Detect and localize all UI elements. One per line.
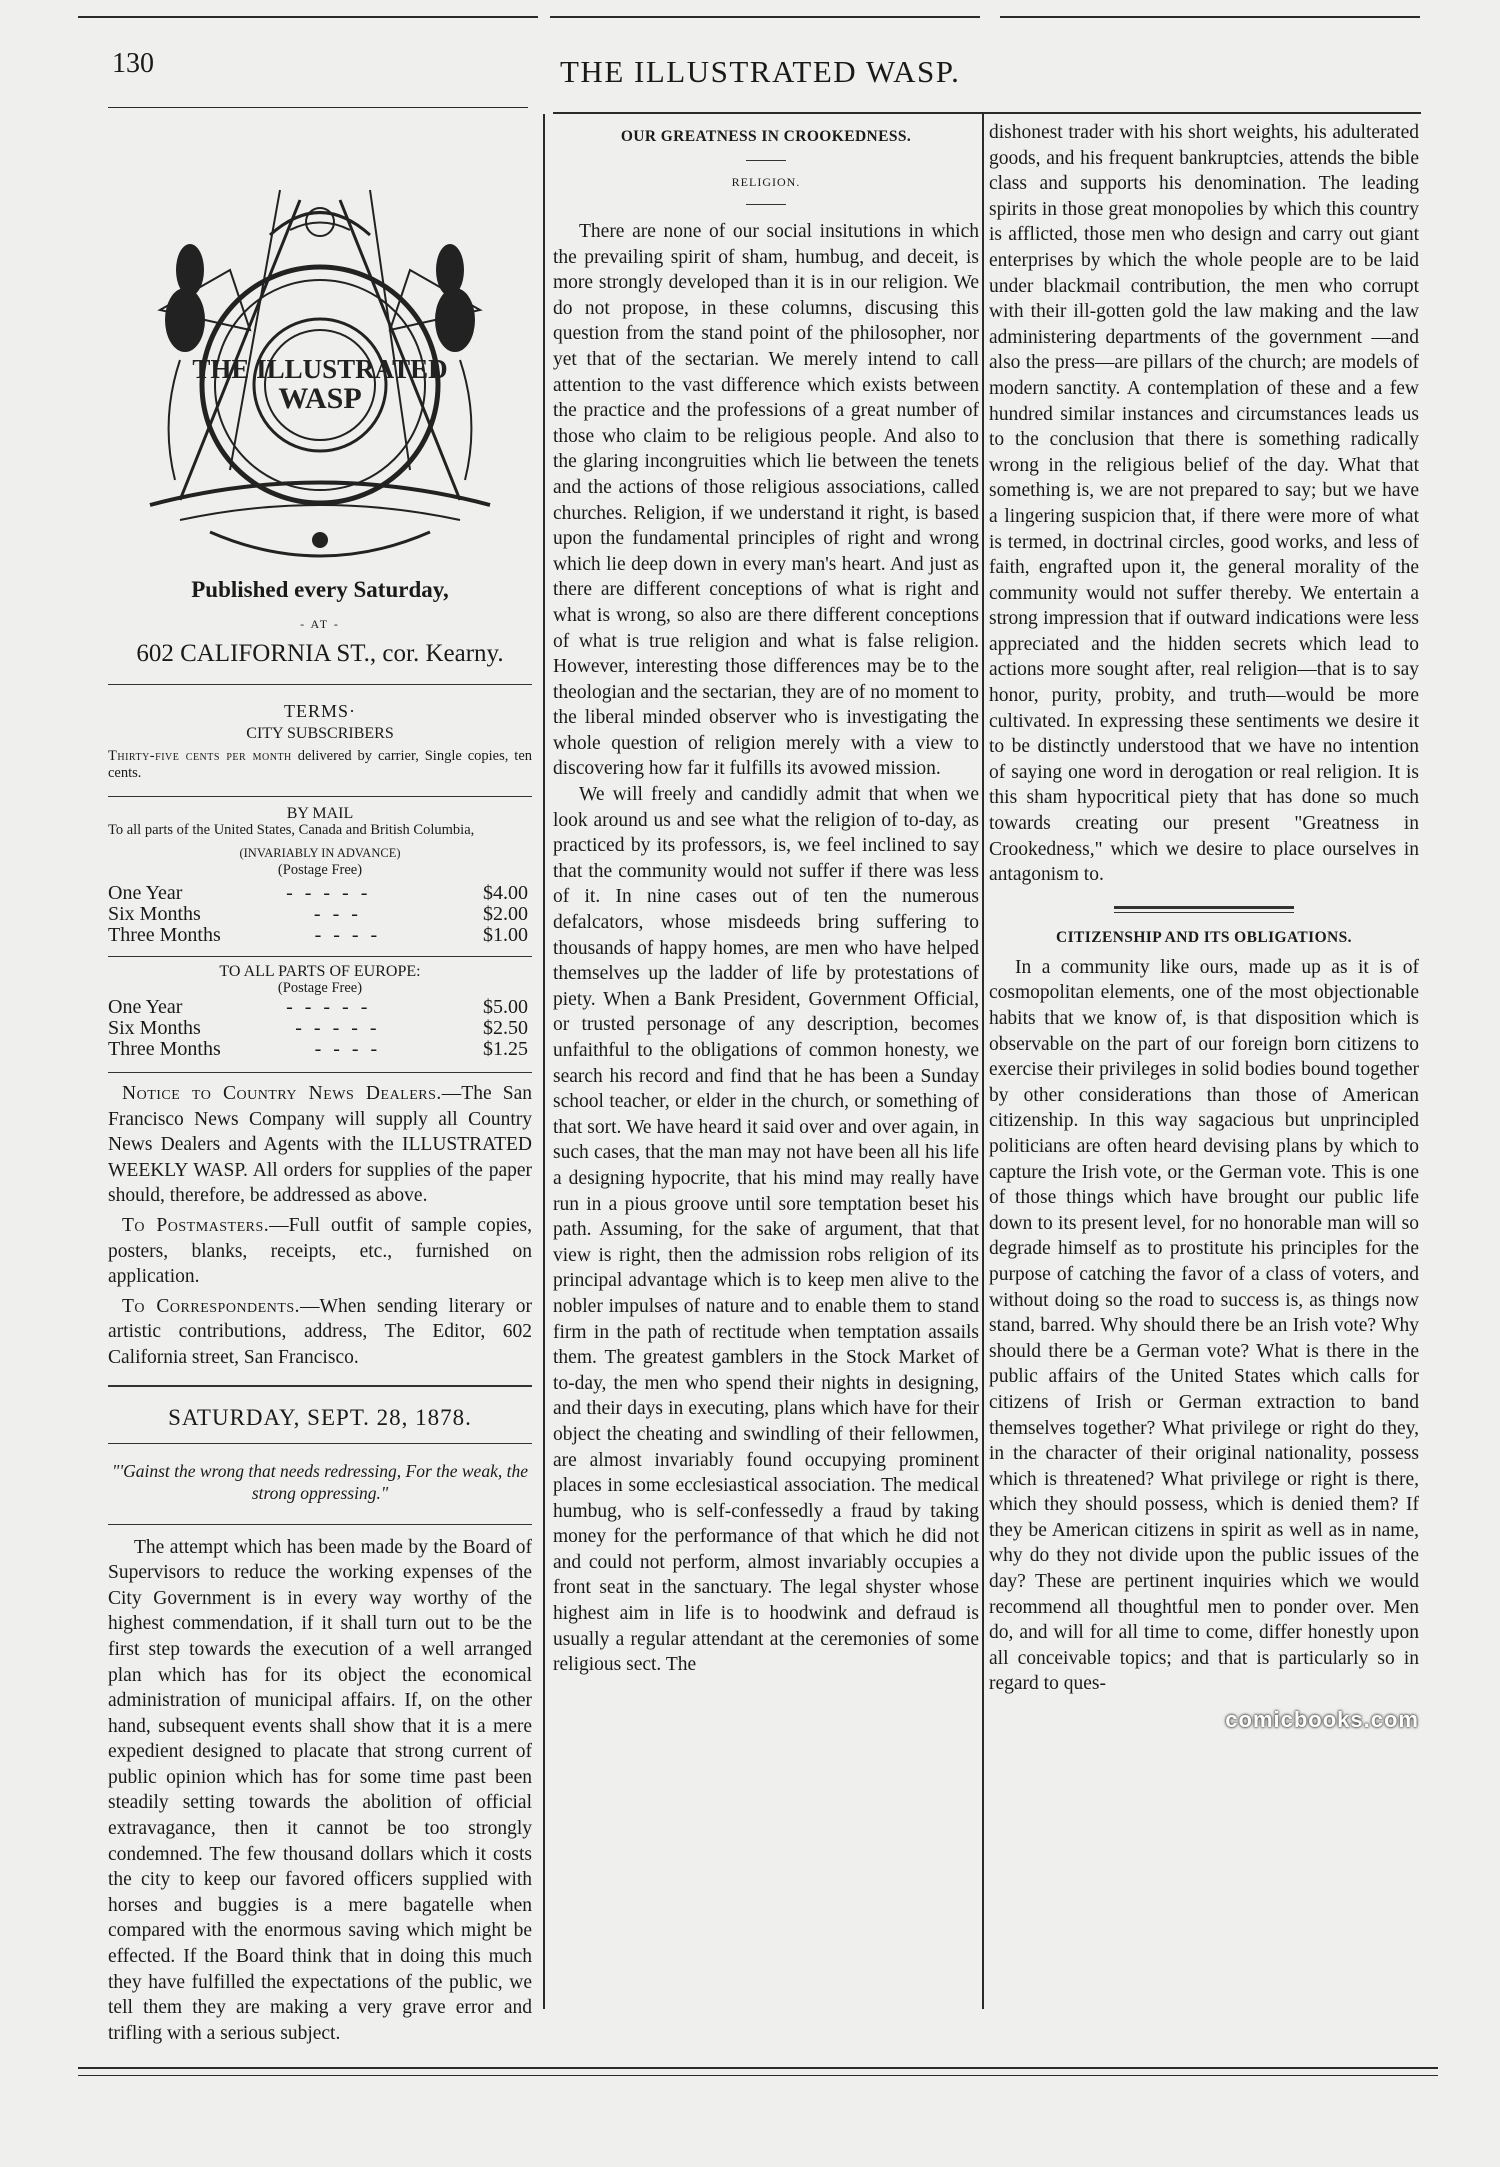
price-value: $2.50 [483, 1017, 528, 1039]
postage-note: (Postage Free) [277, 862, 363, 878]
advance-note: (INVARIABLY IN ADVANCE) [239, 846, 401, 860]
page-number: 130 [112, 48, 154, 79]
top-rule-3 [1000, 16, 1420, 18]
city-rate [108, 748, 532, 782]
price-term: One Year [108, 996, 183, 1018]
mail-price-list [108, 883, 532, 946]
notice-text: —The San Francisco News Company will supply all Country News Dealers and Agents with the ILLUSTRATED WEEKLY WASP. All orders for supplies of the paper should, therefore, be addressed as above. [108, 1083, 532, 1207]
column-divider-1 [543, 114, 545, 2009]
price-term: Six Months [108, 903, 201, 925]
issue-date: SATURDAY, SEPT. 28, 1878. [168, 1404, 472, 1430]
terms-title: TERMS· [283, 701, 356, 721]
divider [746, 204, 786, 205]
city-rate-caps: Thirty-five cents per month [108, 748, 292, 764]
column-left [108, 120, 532, 2046]
europe-price-list [108, 997, 532, 1060]
price-term: Three Months [108, 1038, 221, 1060]
article-title: CITIZENSHIP AND ITS OBLIGATIONS. [1056, 928, 1352, 946]
price-term: One Year [108, 882, 183, 904]
column-divider-2 [982, 114, 984, 2009]
price-row: Three Months ---- $1.25 [108, 1038, 528, 1060]
divider [108, 796, 532, 797]
watermark: comicbooks.com [1225, 1707, 1419, 1733]
column-right [989, 120, 1419, 1733]
price-row: One Year ----- $4.00 [108, 882, 528, 904]
header-rule-right [553, 112, 1421, 114]
price-value: $1.00 [483, 924, 528, 946]
europe-postage: (Postage Free) [277, 980, 363, 996]
wasp-emblem-logo [120, 160, 520, 565]
divider [108, 1443, 532, 1444]
article-paragraph: dishonest trader with his short weights, his adulterated goods, and his frequent bankruptcies, attends the bible class and supports his denomination. The leading spirits in those great monopolies by which this country is afflicted, those men who design and carry out giant enterprises by which the whole people are to be laid under blackmail contribution, the men who corrupt with their ill-gotten gold the law making and the law administering departments of the government —and also the press—are pillars of the church; are models of modern sanctity. A contemplation of these and a few hundred similar instances and circumstances leads us to the conclusion that there is something radically wrong in the religious belief of the day. What that something is, we are not prepared to say; but we have a lingering suspicion that, if there were more of what is termed, in doctrinal circles, good works, and less of faith, engrafted upon it, the general morality of the community would not suffer thereby. We entertain a strong impression that if outward indications were less appreciated and the hidden secrets which lead to actions more sought after, real religion—that is to say honor, purity, probity, and truth—would be more cultivated. In expressing these sentiments we desire it to be distinctly understood that we have no intention of saying one word in derogation or real religion. It is this sham hypocritical piety that has done so much towards creating our present "Greatness in Crookedness," which we desire to place ourselves in antagonism to. [989, 122, 1419, 886]
notice-item [108, 1294, 532, 1371]
city-heading: CITY SUBSCRIBERS [246, 725, 394, 742]
mail-heading: BY MAIL [286, 805, 354, 822]
europe-heading: TO ALL PARTS OF EUROPE: [219, 963, 421, 980]
notice-lead: Notice to Country News Dealers. [122, 1083, 442, 1104]
article-paragraph: We will freely and candidly admit that when we look around us and see what the religion of to-day, as practiced by its professors, is, we feel inclined to say that the community would not suffer if there was less of it. In nine cases out of ten the numerous defalcators, whose misdeeds bring suffering to thousands of happy homes, are men who have helped themselves up the ladder of life by protestations of piety. When a Bank President, Government Official, or trusted personage of any description, becomes unfaithful to the obligations of common honesty, we search his record and find that he has been a Sunday school teacher, or elder in the church, or something of that sort. We have heard it said over and over again, in such cases, that the man may not have been all his life a designing hypocrite, that his mind may really have run in a pious groove until sore temptation beset his path. Assuming, for the sake of argument, that that view is right, then the admission robs religion of its principal advantage which is to keep men alive to the nobler impulses of nature and to enable them to stand firm in the path of rectitude when temptation assails them. The greatest gamblers in the Stock Market of to-day, the men who spend their nights in designing, and their days in executing, plans which have for their object the cheating and swindling of their fellowmen, are almost invariably found occupying prominent places in some ecclesiastical association. The medical humbug, who is self-confessedly a fraud by taking money for the performance of that which he did not and could not perform, almost invariably occupies a front seat in the sanctuary. The legal shyster whose highest aim in life is to hoodwink and defraud is usually a regular attendant at the ceremonies of some religious sect. The [553, 784, 979, 1676]
price-term: Three Months [108, 924, 221, 946]
price-value: $1.25 [483, 1038, 528, 1060]
emblem-center-text: WASP [278, 382, 362, 415]
at-line: - AT - [300, 617, 340, 631]
notice-lead: To Postmasters. [122, 1214, 270, 1236]
notice-item [108, 1213, 532, 1290]
article-title: OUR GREATNESS IN CROOKEDNESS. [620, 128, 912, 145]
notice-lead: To Correspondents. [122, 1295, 301, 1317]
divider [1114, 912, 1294, 913]
column-middle [553, 128, 979, 1678]
price-value: $5.00 [483, 996, 528, 1018]
divider [746, 160, 786, 161]
notices [108, 1081, 532, 1371]
top-rule [78, 16, 538, 18]
city-rate-rest: delivered by carrier, Single copies, ten cents. [108, 748, 532, 781]
divider [108, 1385, 532, 1387]
price-value: $4.00 [483, 882, 528, 904]
emblem-ring-text: THE ILLUSTRATED [192, 354, 448, 384]
price-value: $2.00 [483, 903, 528, 925]
header-rule-left [108, 107, 528, 108]
top-rule-2 [550, 16, 980, 18]
article-paragraph: In a community like ours, made up as it is of cosmopolitan elements, one of the most objectionable habits that we know of, is that disposition which is observable on the part of our foreign born citizens to exercise their privileges in solid bodies bound together by other considerations than those of American citizenship. In this way sagacious but unprincipled politicians are often heard devising plans by which to capture the Irish vote, or the German vote. This is one of those things which have brought our public life down to its present level, for no honorable man will so degrade himself as to prostitute his principles for the purpose of catching the favor of a class of voters, and without doing so the road to success is, as things now stand, barred. Why should there be an Irish vote? Why should there be a German vote? What is there in the public affairs of the United States which calls for citizens of Irish or German extraction to band themselves together? What privilege or right do they, in the character of their original nationality, possess which is threatened? What privilege or right is there, which they should possess, which is denied them? If they be American citizens in spirit as well as in name, why do they not divide upon the public issues of the day? These are pertinent inquiries which we would recommend all thoughtful men to ponder over. Men do, and will for all time to come, differ honestly upon all conceivable topics; and that is particularly so in regard to ques- [989, 956, 1419, 1695]
divider [108, 1524, 532, 1525]
notice-text: —Full outfit of sample copies, posters, blanks, receipts, etc., furnished on application. [108, 1214, 532, 1288]
divider [1114, 906, 1294, 909]
notice-text: —When sending literary or artistic contributions, address, The Editor, 602 California street, San Francisco. [108, 1295, 532, 1368]
divider [108, 956, 532, 957]
divider [108, 684, 532, 685]
price-term: Six Months [108, 1017, 201, 1039]
published-line: Published every Saturday, [191, 577, 449, 602]
bottom-rule-thin [78, 2075, 1438, 2076]
article-subtitle: RELIGION. [731, 175, 801, 189]
motto: "'Gainst the wrong that needs redressing, For the weak, the strong oppressing." [112, 1460, 528, 1503]
mail-description: To all parts of the United States, Canada and British Columbia, [108, 822, 475, 838]
bottom-rule [78, 2067, 1438, 2069]
price-row: Six Months ----- $2.50 [108, 1017, 528, 1039]
divider [108, 1072, 532, 1073]
article-paragraph: There are none of our social insitutions in which the prevailing spirit of sham, humbug, and deceit, is more strongly developed than it is in our religion. We do not propose, in these columns, discusing this question from the stand point of the philosopher, nor yet that of the sectarian. We merely intend to call attention to the vast difference which exists between the practice and the professions of a great number of those who claim to be religious people. And also to the glaring incongruities which lie between the tenets and the actions of those religious associations, called churches. Religion, if we understand it right, is based upon the fundamental principles of right and wrong which lie deep down in every man's heart. And just as there are different conceptions of what is right and what is wrong, so also are there different conceptions of what is true religion and what is false religion. However, interesting those differences may be to the theologian and the sectarian, they are of no moment to the liberal minded observer who is investigating the whole question of religion merely with a view to discovering how far it fulfills its avowed mission. [553, 221, 979, 780]
editorial-paragraph: The attempt which has been made by the Board of Supervisors to reduce the working expenses of the City Government is in every way worthy of the highest commendation, if it shall turn out to be the first step towards the execution of a well arranged plan which has for its object the economical administration of municipal affairs. If, on the other hand, subsequent events shall show that it is a mere expedient designed to placate that strong current of public opinion which has for some time past been steadily setting towards the abolition of official extravagance, then it cannot be too strongly condemned. The few thousand dollars which it costs the city to keep our favored officers supplied with horses and buggies is a mere bagatelle when compared with the enormous saving which might be effected. If the Board think that in doing this much they have fulfilled the expectations of the public, we tell them they are making a very grave error and trifling with a serious subject. [108, 1536, 532, 2044]
notice-item [108, 1081, 532, 1209]
price-row: Six Months --- $2.00 [108, 903, 528, 925]
price-row: One Year ----- $5.00 [108, 996, 528, 1018]
price-row: Three Months ---- $1.00 [108, 924, 528, 946]
address-line: 602 CALIFORNIA ST., cor. Kearny. [136, 640, 504, 667]
masthead-title: THE ILLUSTRATED WASP. [560, 54, 961, 89]
